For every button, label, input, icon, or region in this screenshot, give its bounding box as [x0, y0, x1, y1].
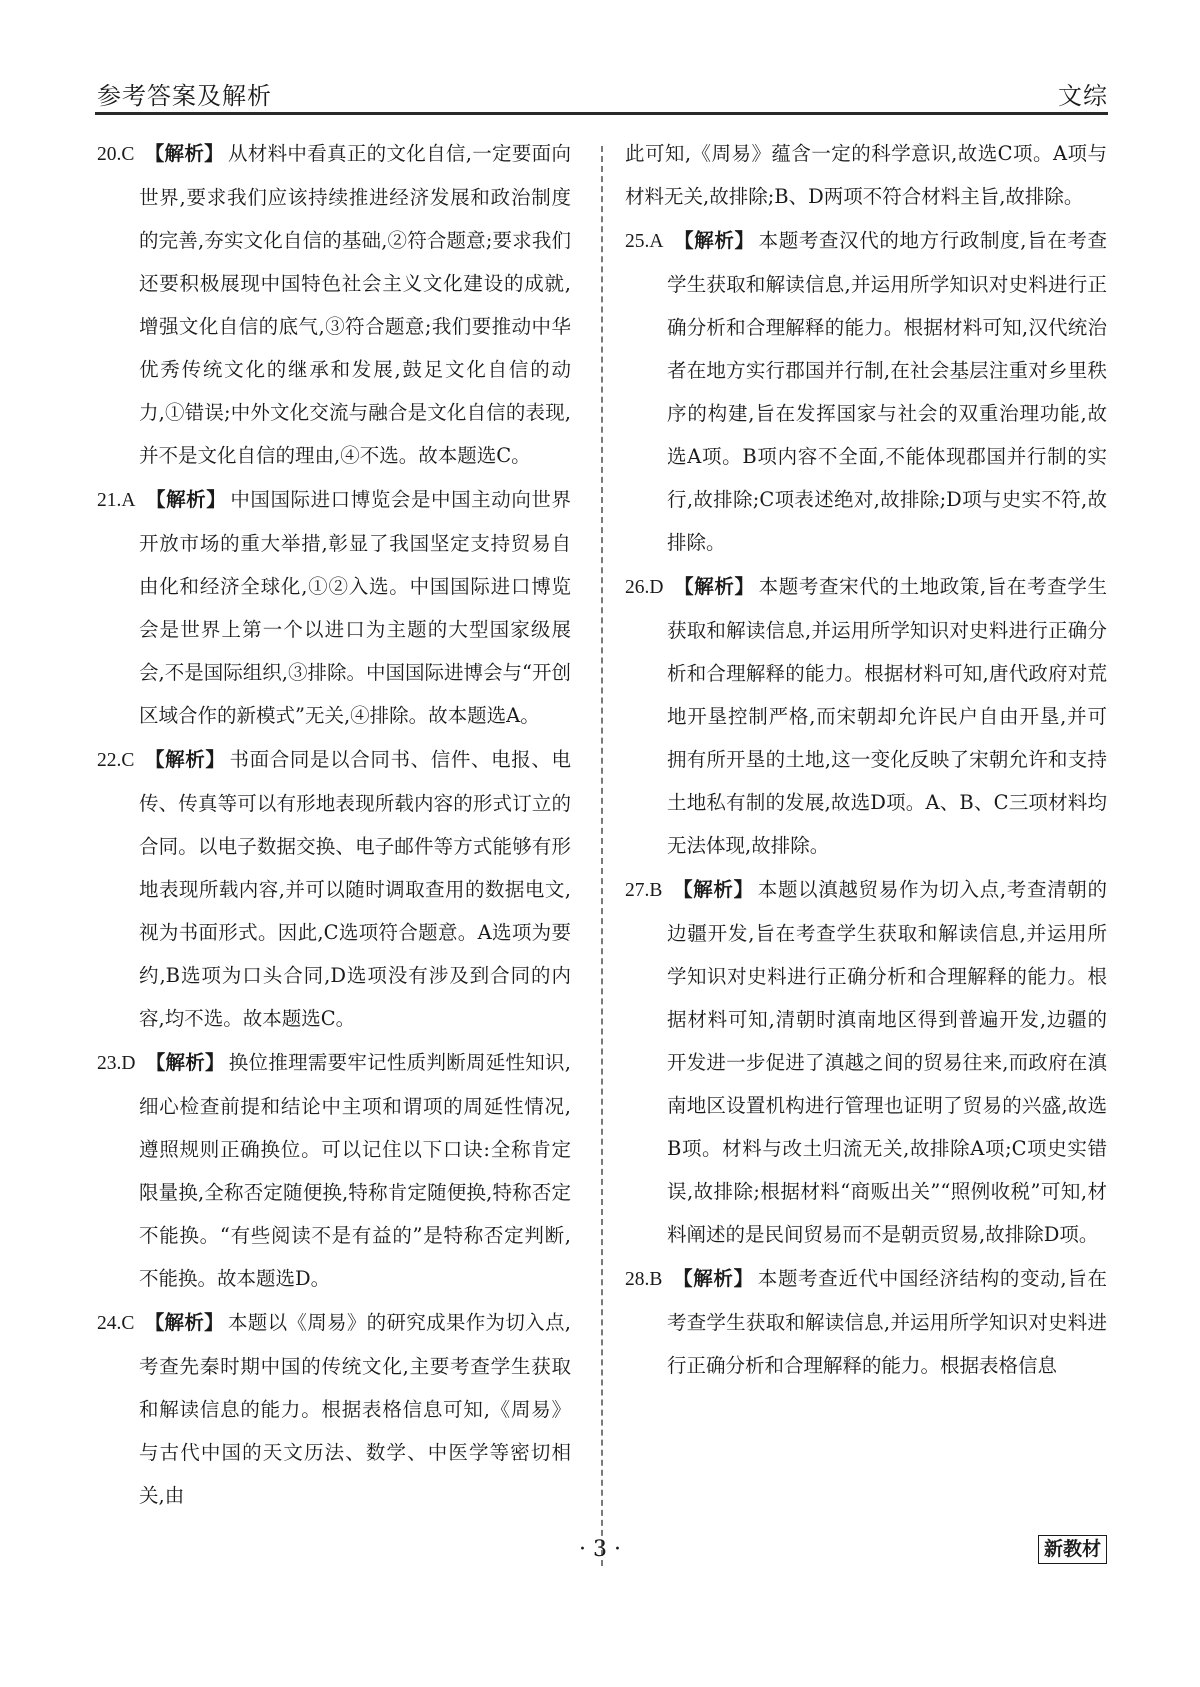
answer-number: 23.D — [97, 1053, 136, 1074]
analysis-tag: 【解析】 — [145, 488, 227, 511]
answer-text: 中国国际进口博览会是中国主动向世界开放市场的重大举措,彰显了我国坚定支持贸易自由化和经济全球化,①②入选。中国国际进口博览会是世界上第一个以进口为主题的大型国家级展会,不是国际组织,③排除。中国国际进博会与“开创区域合作的新模式”无关,④排除。故本题选A。 — [139, 488, 571, 727]
answer-number: 21.A — [97, 490, 136, 511]
analysis-tag: 【解析】 — [144, 748, 226, 771]
answer-number: 27.B — [625, 880, 663, 901]
analysis-tag: 【解析】 — [672, 878, 754, 901]
answer-text: 从材料中看真正的文化自信,一定要面向世界,要求我们应该持续推进经济发展和政治制度的完善,夯实文化自信的基础,②符合题意;要求我们还要积极展现中国特色社会主义文化建设的成就,增强文化自信的底气,③符合题意;我们要推动中华优秀传统文化的继承和发展,鼓足文化自信的动力,①错误;中外文化交流与融合是文化自信的表现,并不是文化自信的理由,④不选。故本题选C。 — [139, 142, 571, 467]
answer-item-21 — [97, 478, 571, 737]
right-column — [625, 132, 1107, 1388]
answer-text: 换位推理需要牢记性质判断周延性知识,细心检查前提和结论中主项和谓项的周延性情况,遵照规则正确换位。可以记住以下口诀:全称肯定限量换,全称否定随便换,特称肯定随便换,特称否定不能换。“有些阅读不是有益的”是特称否定判断,不能换。故本题选D。 — [139, 1051, 571, 1290]
answer-number: 26.D — [625, 577, 664, 598]
answer-text: 书面合同是以合同书、信件、电报、电传、传真等可以有形地表现所载内容的形式订立的合同。以电子数据交换、电子邮件等方式能够有形地表现所载内容,并可以随时调取查用的数据电文,视为书面形式。因此,C选项符合题意。A选项为要约,B选项为口头合同,D选项没有涉及到合同的内容,均不选。故本题选C。 — [139, 748, 571, 1030]
answer-item-25 — [625, 219, 1107, 564]
answer-text: 本题考查宋代的土地政策,旨在考查学生获取和解读信息,并运用所学知识对史料进行正确分析和合理解释的能力。根据材料可知,唐代政府对荒地开垦控制严格,而宋朝却允许民户自由开垦,并可拥有所开垦的土地,这一变化反映了宋朝允许和支持土地私有制的发展,故选D项。A、B、C三项材料均无法体现,故排除。 — [667, 575, 1107, 857]
analysis-tag: 【解析】 — [144, 142, 224, 165]
answer-text: 本题以滇越贸易作为切入点,考查清朝的边疆开发,旨在考查学生获取和解读信息,并运用所学知识对史料进行正确分析和合理解释的能力。根据材料可知,清朝时滇南地区得到普遍开发,边疆的开发进一步促进了滇越之间的贸易往来,而政府在滇南地区设置机构进行管理也证明了贸易的兴盛,故选B项。材料与改土归流无关,故排除A项;C项史实错误,故排除;根据材料“商贩出关”“照例收税”可知,材料阐述的是民间贸易而不是朝贡贸易,故排除D项。 — [667, 878, 1107, 1246]
answer-item-24-continued: 此可知,《周易》蕴含一定的科学意识,故选C项。A项与材料无关,故排除;B、D两项不符合材料主旨,故排除。 — [625, 142, 1107, 208]
analysis-tag: 【解析】 — [673, 229, 755, 252]
edition-badge: 新教材 — [1038, 1535, 1107, 1564]
answer-number: 20.C — [97, 144, 135, 165]
answer-item-20 — [97, 132, 571, 477]
answer-text: 本题以《周易》的研究成果作为切入点,考查先秦时期中国的传统文化,主要考查学生获取和解读信息的能力。根据表格信息可知,《周易》与古代中国的天文历法、数学、中医学等密切相关,由 — [139, 1311, 571, 1507]
analysis-tag: 【解析】 — [672, 1267, 754, 1290]
answer-number: 24.C — [97, 1313, 135, 1334]
answer-text: 本题考查近代中国经济结构的变动,旨在考查学生获取和解读信息,并运用所学知识对史料进行正确分析和合理解释的能力。根据表格信息 — [667, 1267, 1107, 1377]
analysis-tag: 【解析】 — [673, 575, 755, 598]
answer-item-23 — [97, 1041, 571, 1300]
answer-item-28 — [625, 1257, 1107, 1387]
left-column — [97, 132, 571, 1518]
answer-item-26 — [625, 565, 1107, 867]
answer-item-22 — [97, 738, 571, 1040]
answer-item-27 — [625, 868, 1107, 1256]
answer-number: 28.B — [625, 1269, 663, 1290]
analysis-tag: 【解析】 — [145, 1051, 225, 1074]
answer-text: 本题考查汉代的地方行政制度,旨在考查学生获取和解读信息,并运用所学知识对史料进行正确分析和合理解释的能力。根据材料可知,汉代统治者在地方实行郡国并行制,在社会基层注重对乡里秩序的构建,旨在发挥国家与社会的双重治理功能,故选A项。B项内容不全面,不能体现郡国并行制的实行,故排除;C项表述绝对,故排除;D项与史实不符,故排除。 — [667, 229, 1107, 554]
answer-item-24 — [97, 1301, 571, 1517]
analysis-tag: 【解析】 — [144, 1311, 224, 1334]
document-title: 参考答案及解析 — [97, 82, 272, 110]
column-divider — [601, 146, 603, 1566]
header-rule — [95, 112, 1108, 115]
subject-label: 文综 — [1058, 82, 1108, 110]
page-number: · 3 · — [579, 1537, 621, 1562]
answer-number: 22.C — [97, 750, 135, 771]
answer-number: 25.A — [625, 231, 664, 252]
